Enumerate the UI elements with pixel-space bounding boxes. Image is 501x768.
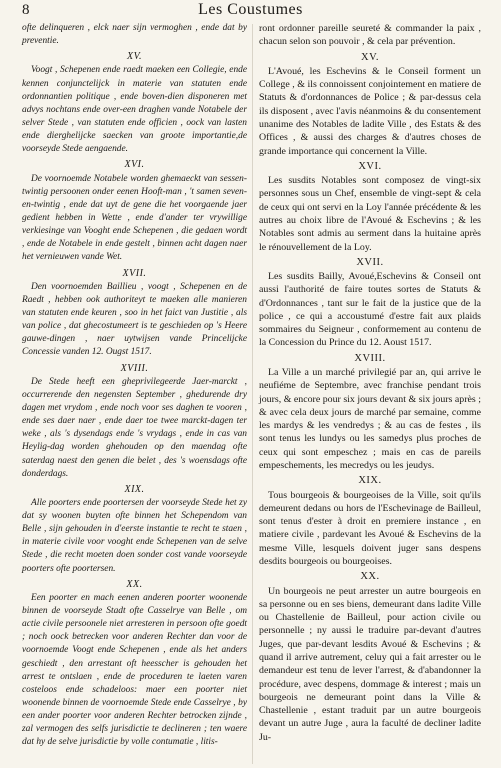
running-title: Les Coustumes: [198, 1, 303, 18]
right-article-text: Les susdits Notables sont composez de vingt-six personnes sous un Chef, ensemble de vingt-sept & cela de ceux qui ont servi en la Loy l'année précédente & les autres au choix libre de l'Avoué & Eschevins ; & les Notables sont admis au serment dans la huitaine après le rénouvellement de la Loy.: [259, 175, 481, 253]
right-article-heading: XX.: [360, 571, 380, 583]
left-article-text: Den voornoemden Baillieu , voogt , Schepenen en de Raedt , hebben ook authoriteyt te maeken alle manieren van statuten ende keuren , soo in het faict van Justitie , als van police , dat ghecostumeert is te geschieden op 's Heere gauwe-dingen , naer uytwijsen vande Princelijcke Concessie vanden 12. Ougst 1517.: [22, 281, 247, 358]
left-article-text: De voornoemde Notabele worden ghemaeckt van sessen-twintig persoonen onder eenen Hooft-man , 't samen seven-en-twintig , ende dat uyt de gene die het voorgaende jaer gedient hebben in Wette , ende d'ander ter vrywillige verkiesinge van Vooght ende Schepenen , die gedaen wordt , ende de Notabele in ende gestelt , binnen acht dagen naer het vernieuwen vande Wet.: [22, 173, 247, 263]
page-number: 8: [22, 2, 30, 18]
left-article-heading: XVIII.: [120, 362, 149, 374]
left-article-text: Alle poorters ende poortersen der voorseyde Stede het zy dat sy woonen buyten ofte binnen het Schependom van Belle , sijn gehouden in d'eerste instantie te recht te staen , in materie civile voor vooght ende Schepenen van de selve Stede , die recht moeten doen sonder cost vande voorseyde poorters ofte poortersen.: [22, 497, 247, 574]
left-column-flemish: [22, 22, 247, 752]
right-article-heading: XV.: [361, 51, 379, 63]
column-divider: [252, 24, 253, 764]
left-article-heading: XX.: [126, 578, 143, 590]
right-article-text: Un bourgeois ne peut arrester un autre bourgeois en sa personne ou en ses biens, demeurant dans ladite Ville ou Chastellenie de Bailleul, pour action civile ou personnelle ; ny aussi le traduire par-devant d'autres Juges, que par-devant lesdits Avoué & Eschevins ; & quand il arrive autrement, celuy qui a fait arrester ou le demandeur est tenu de lever l'arrest, & d'abandonner la procédure, avec despens, dommage & interest ; mais un bourgeois ne demeurant point dans la Ville & Chastellenie , estant traduit par un autre bourgeois devant un autre Juge , aura la faculté de decliner ladite Ju-: [259, 585, 481, 743]
right-article-heading: XVIII.: [354, 352, 386, 364]
left-article-text: ofte delinqueren , elck naer sijn vermoghen , ende dat by preventie.: [22, 23, 247, 47]
right-article-text: L'Avoué, les Eschevins & le Conseil forment un College , & ils connoissent conjointement en matiere de Statuts & d'ordonnances de Police ; & par-dessus cela ils disposent , avec l'avis néanmoins & du consentement unanime des Notables de ladite Ville , des Estats & des Offices , & aussi des charges & d'autres choses de grande importance qui concernent la Ville.: [259, 65, 482, 157]
right-article-heading: XVII.: [356, 256, 384, 268]
left-article-heading: XVI.: [124, 159, 145, 171]
left-article-text: Een poorter en mach eenen anderen poorter woonende binnen de voorseyde Stadt ofte Casselrye van Belle , om actie civile persoonele niet arresteren in persoon ofte goedt ; noch oock betrecken voor anderen Rechter dan voor de voornoemde Voogt ende Schepenen , ende als het anders geschiedt , den arrestant oft heesscher is gehouden het arrest te ontslaen , ende de proceduren te laeten varen costeloos ende schadeloos: maer een poorter niet woonende binnen de voornoemde Stede ende Casselrye , by een ander poorter voor anderen Rechter betrocken zijnde , zal vermogen des selfs jurisdictie te declineren ; ten waere dat hy de selve jurisdictie by volle contumatie , litis-: [22, 592, 247, 748]
right-article-text: Tous bourgeois & bourgeoises de la Ville, soit qu'ils demeurent dedans ou hors de l'Eschevinage de Bailleul, sont tenus d'ester à droit en premiere instance , en matiere civile , pardevant les Avoué & Eschevins de la mesme Ville, lesquels doivent juger sans despens desdits bourgeois ou bourgeoises.: [259, 489, 481, 567]
right-article-text: Les susdits Bailly, Avoué,Eschevins & Conseil ont aussi l'authorité de faire toutes sortes de Statuts & d'Ordonnances , tant sur le fait de la justice que de la police , ce qui a accoustumé d'estre fait aux plaids sommaires du Seigneur , conformement au contenu de la Concession du Prince du 12. Aoust 1517.: [259, 271, 481, 349]
left-article-text: Voogt , Schepenen ende raedt maeken een Collegie, ende kennen conjunctelijck in materie van statuten ende ordonnantien politique , ende boven-dien disponeren met advys nochtans ende over-een draghen vande Notabele der selver Stede , van statuten ende officien , oock van lasten ende dierghelijcke saecken van groote importantie,de voorseyde Stede aengaende.: [22, 65, 247, 155]
left-article-heading: XIX.: [124, 483, 145, 495]
right-article-heading: XIX.: [358, 475, 382, 487]
left-article-heading: XV.: [127, 51, 142, 63]
left-article-text: De Stede heeft een gheprivilegeerde Jaer-marckt , occurrerende den negensten September , ghedurende dry dagen met vrydom , ende noch voor ses daghen te vooren , ende ses daer naer , ende daer toe twee marckt-dagen ter weke , als 's dysendags ende 's vrydags , ende in cas van Heylig-dag worden ghehouden op den maendag ofte saterdag naest den genen die belet , des 's woensdags ofte donderdags.: [22, 376, 247, 479]
left-article-heading: XVII.: [122, 267, 147, 279]
right-article-heading: XVI.: [358, 160, 382, 172]
right-article-text: La Ville a un marché privilegié par an, qui arrive le neufiéme de Septembre, avec franchise pendant trois jours, & encore pour six jours devant & six jours après ; & avec cela deux jours de marché par semaine, comme les mardys & les vendredys ; & au cas de festes , ils sont tenus les lundys ou les samedys plus proches de ceux qui sont empeschez ; mais en cas de pareils empeschements, les mecredys ou les jeudys.: [259, 367, 481, 471]
right-column-french: [259, 22, 481, 746]
right-article-text: ront ordonner pareille seureté & commander la paix , chacun selon son pouvoir , & cela par prévention.: [259, 23, 481, 48]
